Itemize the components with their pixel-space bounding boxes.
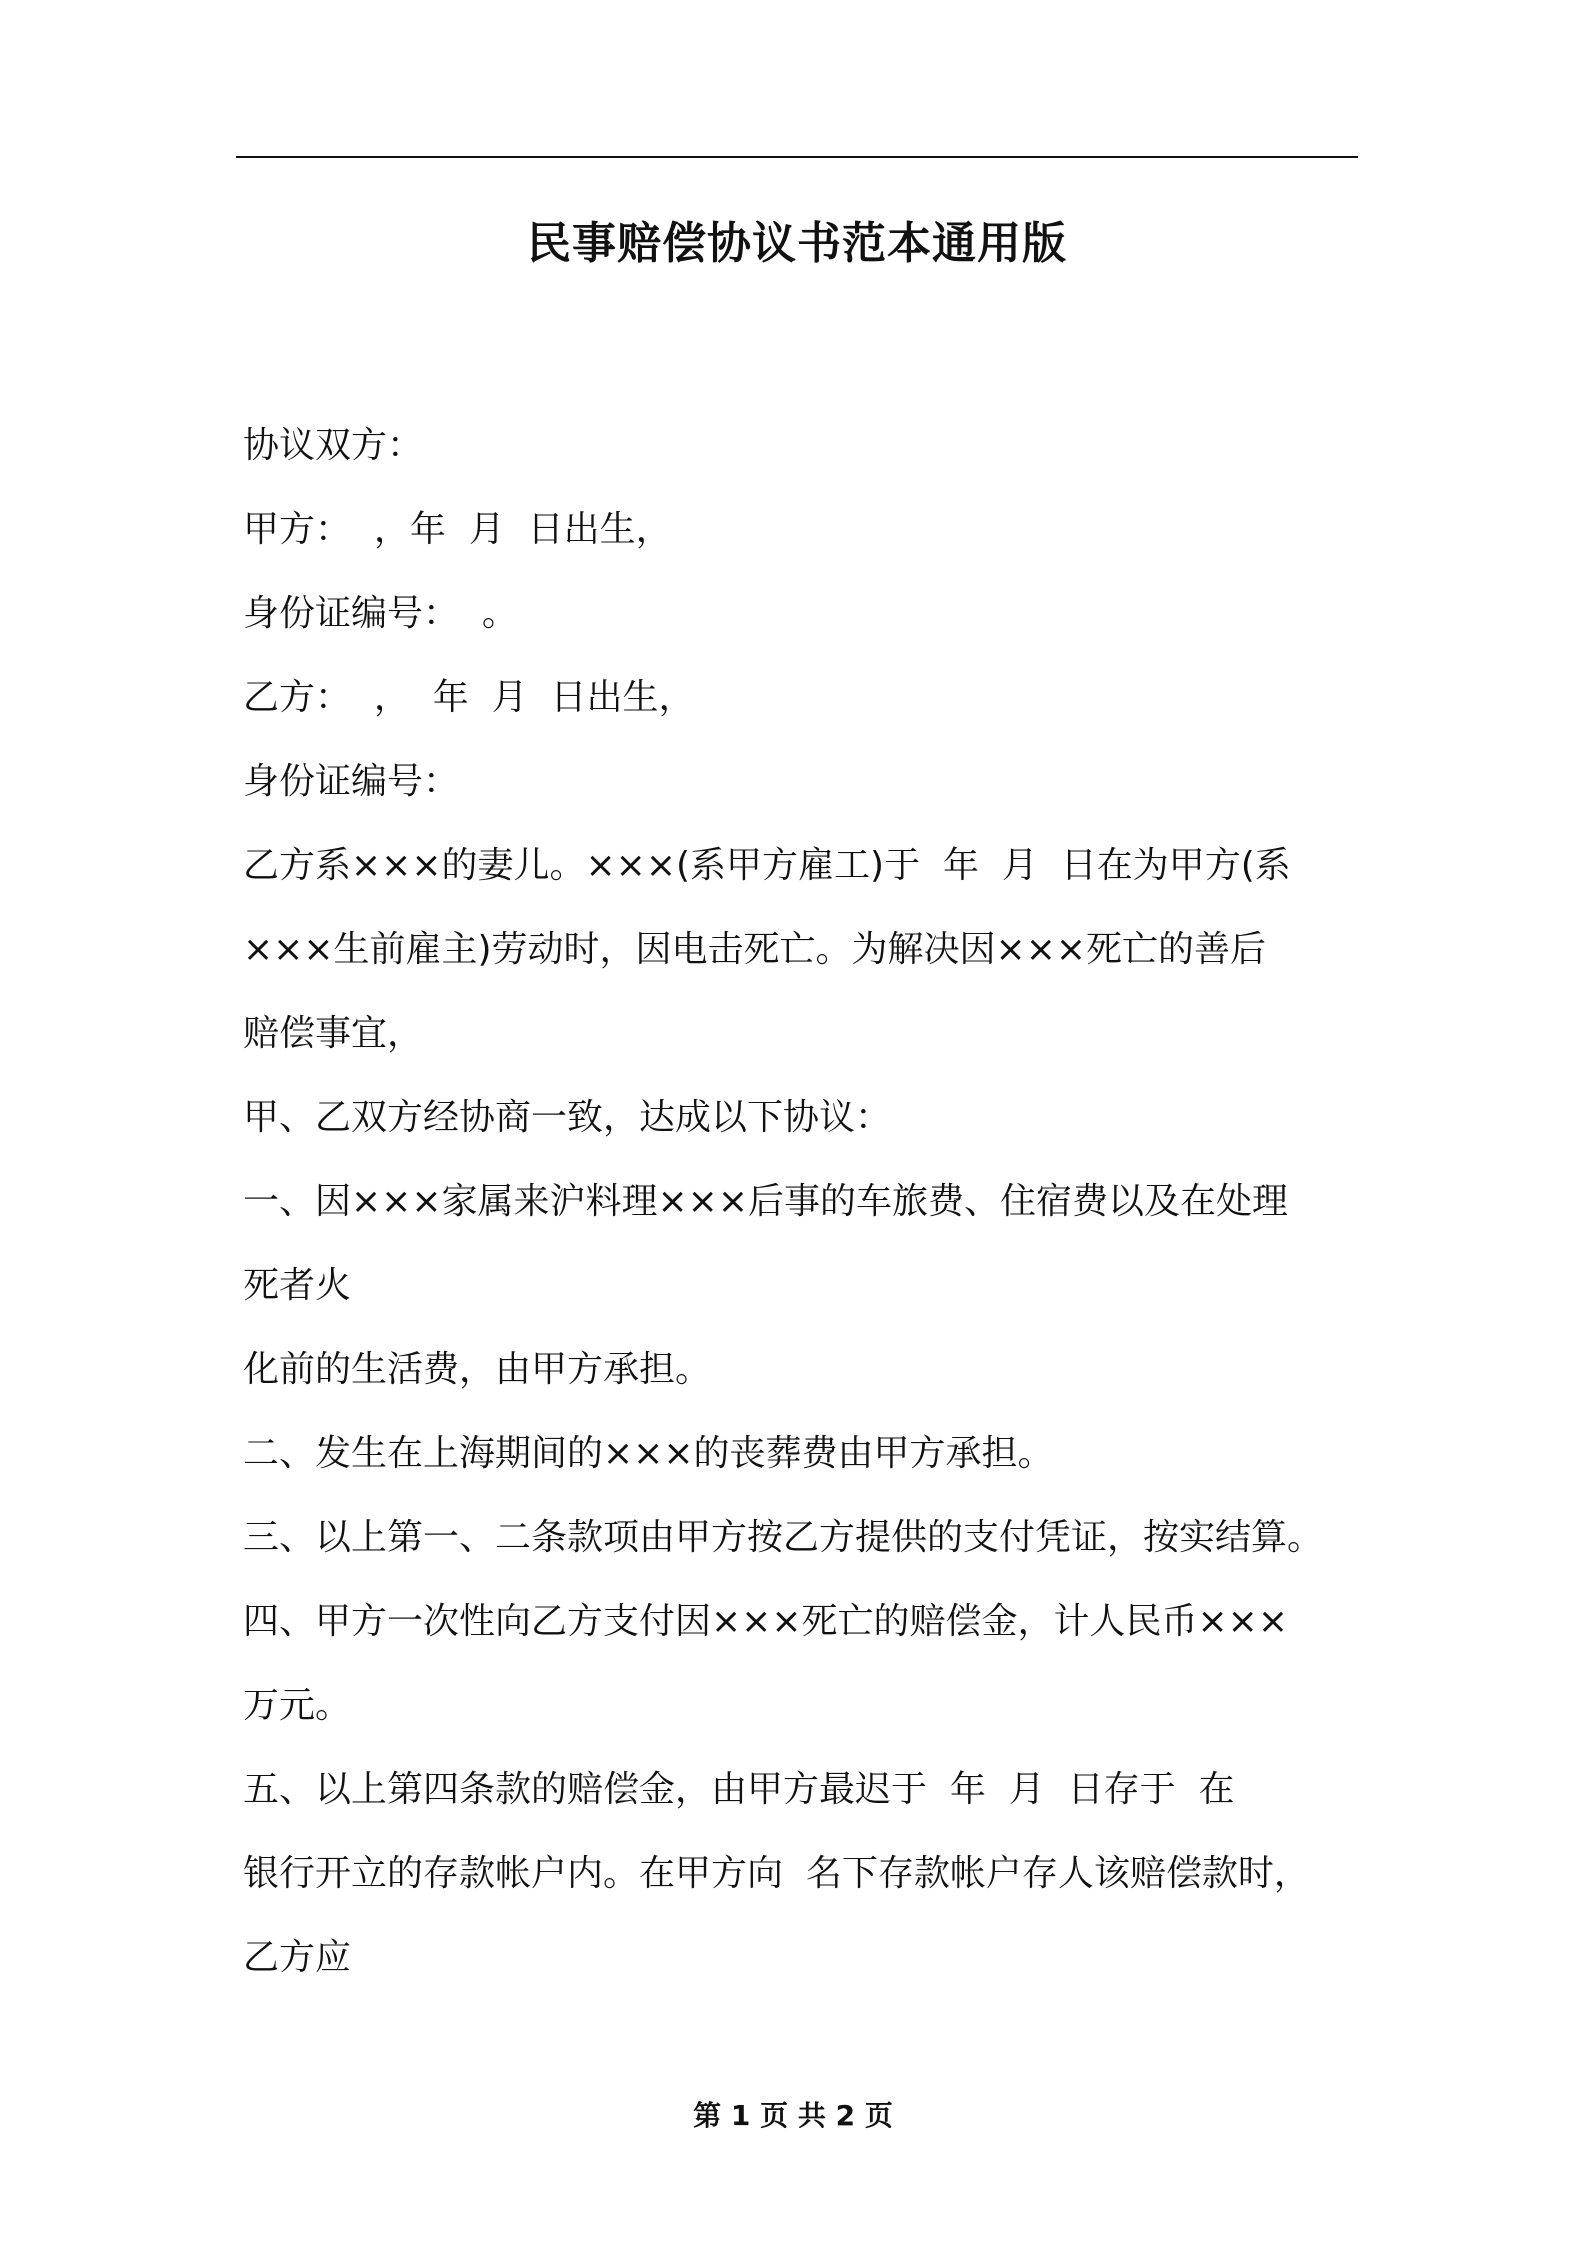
body-line: 甲、乙双方经协商一致，达成以下协议：	[243, 1097, 892, 1138]
body-line: 五、以上第四条款的赔偿金，由甲方最迟于 年 月 日存于 在	[243, 1769, 1235, 1810]
body-line: 乙方系×××的妻儿。×××(系甲方雇工)于 年 月 日在为甲方(系	[243, 845, 1291, 886]
body-line: 甲方： ，年 月 日出生，	[243, 509, 672, 550]
body-line: 万元。	[243, 1685, 352, 1726]
body-line: 一、因×××家属来沪料理×××后事的车旅费、住宿费以及在处理	[243, 1181, 1288, 1222]
body-line: ×××生前雇主)劳动时，因电击死亡。为解决因×××死亡的善后	[243, 929, 1267, 970]
body-line: 身份证编号： 。	[243, 593, 518, 634]
header-rule	[236, 156, 1358, 158]
body-line: 乙方： ， 年 月 日出生，	[243, 677, 695, 718]
document-title: 民事赔偿协议书范本通用版	[527, 218, 1067, 269]
document-body	[243, 404, 1363, 2000]
body-line: 四、甲方一次性向乙方支付因×××死亡的赔偿金，计人民币×××	[243, 1601, 1288, 1642]
body-line: 乙方应	[243, 1937, 352, 1978]
body-line: 银行开立的存款帐户内。在甲方向 名下存款帐户存人该赔偿款时，	[243, 1853, 1310, 1894]
body-line: 化前的生活费，由甲方承担。	[243, 1349, 712, 1390]
body-line: 二、发生在上海期间的×××的丧葬费由甲方承担。	[243, 1433, 1054, 1474]
body-line: 死者火	[243, 1265, 352, 1306]
body-line: 赔偿事宜，	[243, 1013, 424, 1054]
body-line: 协议双方：	[243, 425, 424, 466]
body-line: 身份证编号：	[243, 761, 460, 802]
body-line: 三、以上第一、二条款项由甲方按乙方提供的支付凭证，按实结算。	[243, 1517, 1324, 1558]
page-number-footer: 第 1 页 共 2 页	[693, 2099, 893, 2132]
